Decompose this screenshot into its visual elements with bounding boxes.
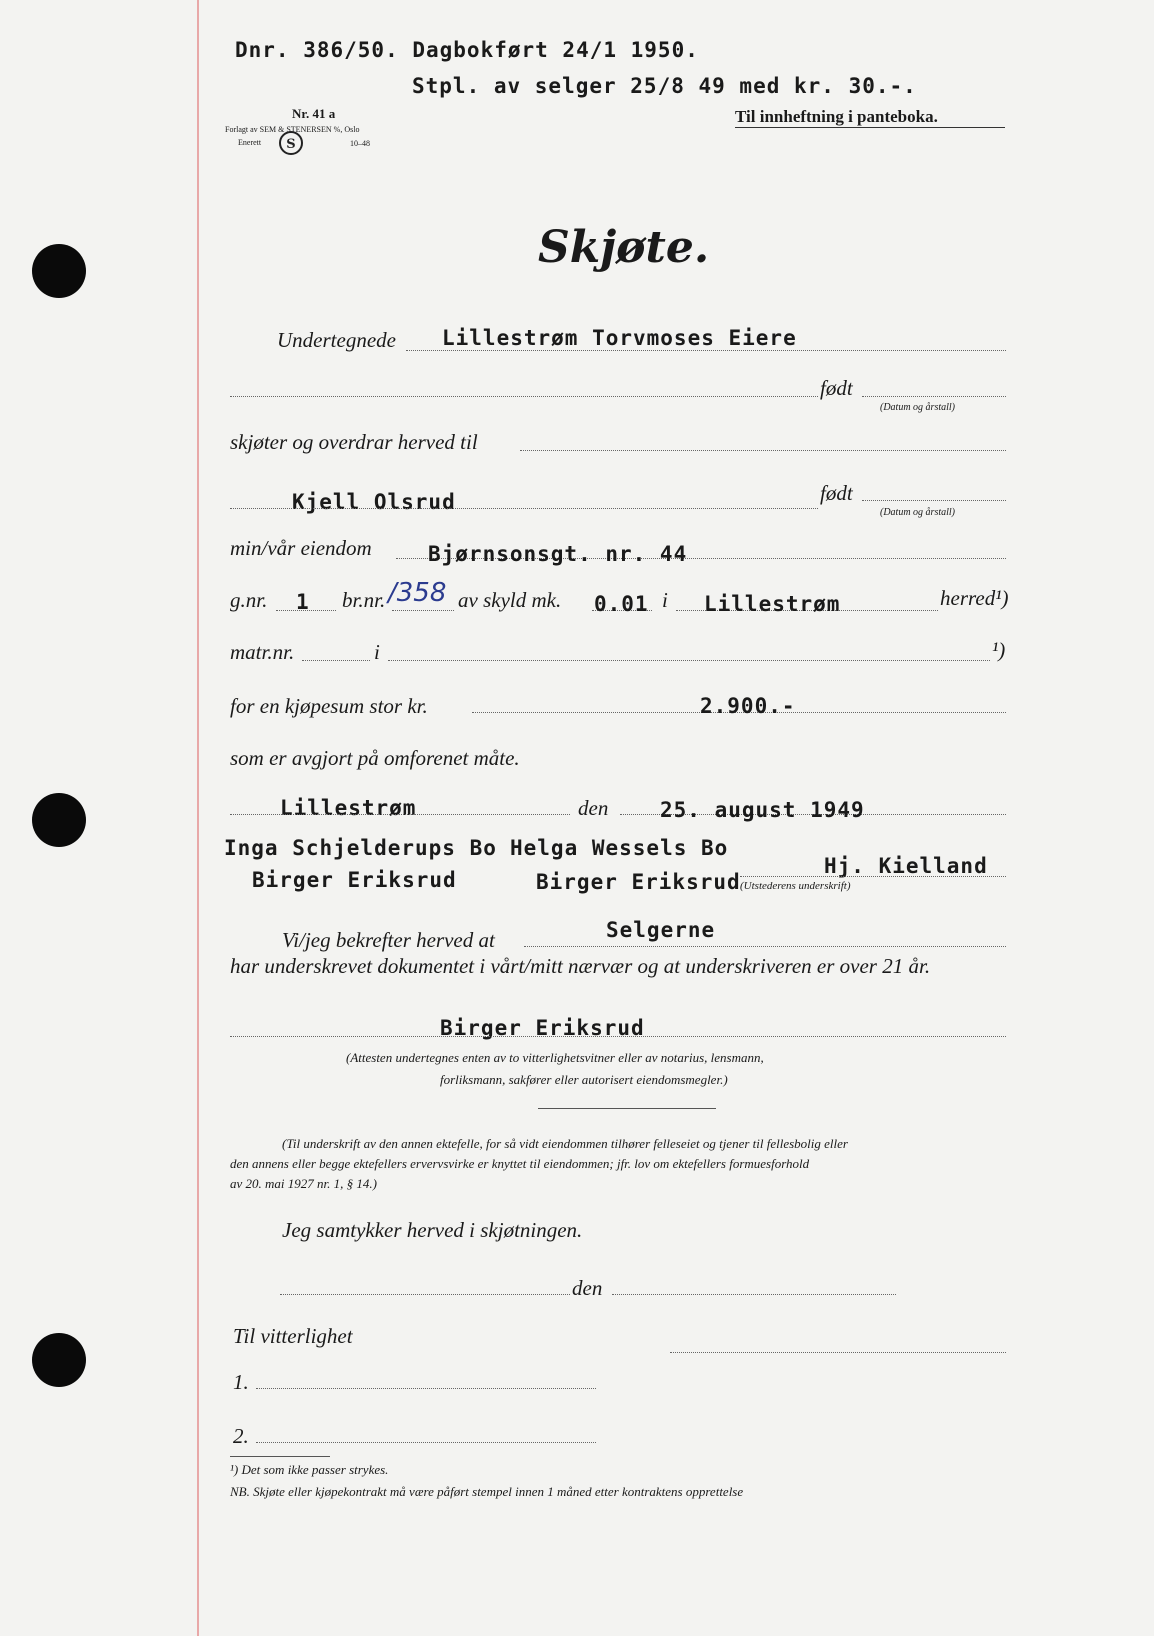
publisher-line: Forlagt av SEM & STENERSEN %, Oslo (225, 125, 360, 134)
dotted-line (612, 1294, 896, 1295)
witness-number-1: 1. (233, 1370, 249, 1394)
matr-label: matr.nr. (230, 640, 295, 664)
gnr-label: g.nr. (230, 588, 268, 612)
dotted-line (230, 396, 818, 397)
dotted-line (740, 876, 1006, 877)
spouse-note-2: den annens eller begge ektefellers ervervsvirke er knyttet til eiendommen; jfr. lov om ektefellers formuesforhold (230, 1156, 810, 1171)
fodt-label-2: født (820, 481, 853, 505)
binding-note: Til innheftning i panteboka. (735, 107, 938, 126)
date-value: 25. august 1949 (660, 798, 865, 822)
den-label: den (578, 796, 609, 820)
attestation-statement: har underskrevet dokumentet i vårt/mitt nærvær og at underskriveren er over 21 år. (230, 954, 931, 978)
signature-3: Birger Eriksrud (252, 868, 457, 892)
publisher-logo-icon (278, 130, 304, 156)
signature-2: Helga Wessels Bo (510, 836, 729, 860)
publisher-enerett: Enerett (238, 138, 262, 147)
separator-line (538, 1108, 716, 1109)
matr-i-label: i (374, 640, 380, 664)
attestation-note-2: forliksmann, sakfører eller autorisert eiendomsmegler.) (440, 1072, 728, 1087)
dotted-line (862, 396, 1006, 397)
seller-name: Lillestrøm Torvmoses Eiere (442, 326, 797, 350)
dotted-line (524, 946, 1006, 947)
avgjort-text: som er avgjort på omforenet måte. (230, 746, 520, 770)
kjopesum-label: for en kjøpesum stor kr. (230, 694, 428, 718)
skyld-value: 0.01 (594, 592, 649, 616)
matr-footnote: ¹) (992, 638, 1006, 662)
dotted-line (392, 610, 454, 611)
skyld-label: av skyld mk. (458, 588, 562, 612)
document-title: Skjøte. (538, 222, 710, 273)
datum-label: (Datum og årstall) (880, 402, 955, 413)
attestation-value: Selgerne (606, 918, 716, 942)
herred-label: herred¹) (940, 586, 1009, 610)
property-address: Bjørnsonsgt. nr. 44 (428, 542, 688, 566)
spouse-note-1: (Til underskrift av den annen ektefelle, for så vidt eiendommen tilhører felleseiet og tjener til fellesbolig eller (282, 1136, 848, 1151)
attestation-note-1: (Attesten undertegnes enten av to vitterlighetsvitner eller av notarius, lensmann, (346, 1050, 764, 1065)
dotted-line (230, 508, 818, 509)
attestation-label: Vi/jeg bekrefter herved at (282, 928, 495, 952)
binding-note-underline (735, 127, 1005, 128)
herred-value: Lillestrøm (704, 592, 841, 616)
spouse-note-3: av 20. mai 1927 nr. 1, § 14.) (230, 1176, 377, 1191)
dotted-line (230, 1036, 1006, 1037)
witness-signature: Birger Eriksrud (440, 1016, 645, 1040)
red-margin-line (197, 0, 199, 1636)
signature-5: Hj. Kielland (824, 854, 988, 878)
dotted-line (302, 660, 370, 661)
punch-hole (32, 1333, 86, 1387)
kjopesum-value: 2.900.- (700, 694, 796, 718)
footnote-2: NB. Skjøte eller kjøpekontrakt må være påført stempel innen 1 måned etter kontraktens opprettelse (230, 1484, 744, 1499)
dotted-line (862, 500, 1006, 501)
footnote-1: ¹) Det som ikke passer strykes. (230, 1462, 389, 1477)
dotted-line (256, 1442, 596, 1443)
header-stamp-note: Stpl. av selger 25/8 49 med kr. 30.-. (412, 74, 917, 98)
spouse-den-label: den (572, 1276, 603, 1300)
transfer-label: skjøter og overdrar herved til (230, 430, 478, 454)
eiendom-label: min/vår eiendom (230, 536, 372, 560)
publisher-code: 10–48 (350, 139, 370, 148)
signature-4: Birger Eriksrud (536, 870, 741, 894)
fodt-label: født (820, 376, 853, 400)
buyer-name: Kjell Olsrud (292, 490, 456, 514)
punch-hole (32, 244, 86, 298)
punch-hole (32, 793, 86, 847)
svg-text:S: S (286, 137, 296, 152)
footnote-separator (230, 1456, 330, 1457)
form-number: Nr. 41 a (292, 106, 336, 121)
datum-label-2: (Datum og årstall) (880, 507, 955, 518)
vitterlighet-label: Til vitterlighet (233, 1324, 353, 1348)
dotted-line (670, 1352, 1006, 1353)
brnr-label: br.nr. (342, 588, 386, 612)
dotted-line (406, 350, 1006, 351)
dotted-line (256, 1388, 596, 1389)
header-registration: Dnr. 386/50. Dagbokført 24/1 1950. (235, 38, 699, 62)
dotted-line (520, 450, 1006, 451)
signature-1: Inga Schjelderups Bo (224, 836, 497, 860)
dotted-line (388, 660, 990, 661)
brnr-value: /358 (388, 578, 447, 608)
gnr-value: 1 (296, 590, 310, 614)
place-value: Lillestrøm (280, 796, 417, 820)
i-label: i (662, 588, 668, 612)
dotted-line (280, 1294, 570, 1295)
dotted-line (230, 814, 570, 815)
utsteder-label: (Utstederens underskrift) (740, 880, 851, 892)
undertegnede-label: Undertegnede (277, 328, 396, 352)
witness-number-2: 2. (233, 1424, 249, 1448)
spouse-consent: Jeg samtykker herved i skjøtningen. (282, 1218, 583, 1242)
